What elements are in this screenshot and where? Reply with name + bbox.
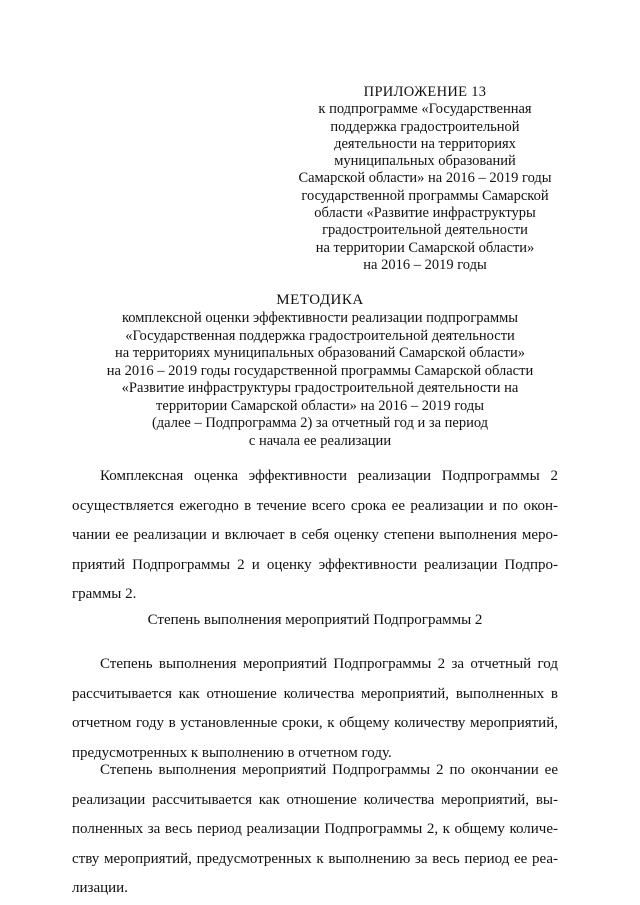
appendix-line: Самарской области» на 2016 – 2019 годы bbox=[298, 170, 552, 187]
section-heading: Степень выполнения мероприятий Подпрограммы 2 bbox=[147, 612, 483, 628]
paragraph-line: приятий Подпрограммы 2 и оценку эффективности реализации Подпро- bbox=[72, 556, 558, 573]
appendix-line: области «Развитие инфраструктуры bbox=[314, 205, 536, 222]
paragraph-line: граммы 2. bbox=[72, 586, 137, 602]
paragraph-line: рассчитывается как отношение количества мероприятий, выполненных в bbox=[72, 685, 558, 702]
appendix-line: на территории Самарской области» bbox=[315, 239, 535, 256]
methodology-subtitle-line: с начала ее реализации bbox=[248, 432, 392, 449]
methodology-subtitle-line: комплексной оценки эффективности реализации подпрограммы bbox=[121, 310, 519, 326]
paragraph-line: осуществляется ежегодно в течение всего срока ее реализации и по окон- bbox=[72, 497, 558, 514]
methodology-subtitle-line: (далее – Подпрограмма 2) за отчетный год и за период bbox=[151, 415, 489, 431]
paragraph-line: Комплексная оценка эффективности реализации Подпрограммы 2 bbox=[100, 468, 558, 484]
paragraph-annual-degree bbox=[72, 650, 558, 768]
paragraph-overview bbox=[72, 462, 558, 610]
paragraph-line: ству мероприятий, предусмотренных к выполнению за весь период ее реа- bbox=[72, 850, 558, 867]
paragraph-line: полненных за весь период реализации Подпрограммы 2, к общему количе- bbox=[72, 821, 558, 837]
paragraph-line: предусмотренных к выполнению в отчетном году. bbox=[72, 744, 392, 761]
paragraph-final-degree bbox=[72, 756, 558, 904]
methodology-subtitle-line: на территориях муниципальных образований Самарской области» bbox=[115, 345, 525, 361]
appendix-line: деятельности на территориях bbox=[334, 135, 516, 152]
methodology-subtitle-line: «Развитие инфраструктуры градостроительной деятельности на bbox=[121, 380, 519, 396]
paragraph-line: Степень выполнения мероприятий Подпрограммы 2 по окончании ее bbox=[100, 762, 558, 778]
paragraph-line: отчетном году в установленные сроки, к общему количеству мероприятий, bbox=[72, 715, 558, 731]
paragraph-line: чании ее реализации и включает в себя оценку степени выполнения меро- bbox=[72, 527, 558, 543]
appendix-line: градостроительной деятельности bbox=[322, 222, 528, 239]
appendix-line: к подпрограмме «Государственная bbox=[318, 101, 532, 118]
methodology-title: МЕТОДИКА bbox=[276, 292, 364, 308]
appendix-header bbox=[290, 84, 560, 274]
methodology-subtitle-line: на 2016 – 2019 годы государственной программы Самарской области bbox=[106, 362, 534, 379]
paragraph-line: реализации рассчитывается как отношение количества мероприятий, вы- bbox=[72, 791, 558, 808]
methodology-subtitle-line: территории Самарской области» на 2016 – 2019 годы bbox=[156, 397, 484, 414]
methodology-subtitle-line: «Государственная поддержка градостроительной деятельности bbox=[125, 327, 515, 344]
appendix-line: государственной программы Самарской bbox=[301, 187, 549, 204]
paragraph-line: лизации. bbox=[72, 880, 128, 896]
paragraph-line: Степень выполнения мероприятий Подпрограммы 2 за отчетный год bbox=[100, 656, 558, 672]
appendix-title: ПРИЛОЖЕНИЕ 13 bbox=[363, 84, 487, 100]
appendix-line: муниципальных образований bbox=[334, 153, 516, 170]
methodology-subtitle bbox=[80, 310, 560, 450]
appendix-line: на 2016 – 2019 годы bbox=[363, 256, 487, 273]
appendix-line: поддержка градостроительной bbox=[330, 118, 520, 135]
